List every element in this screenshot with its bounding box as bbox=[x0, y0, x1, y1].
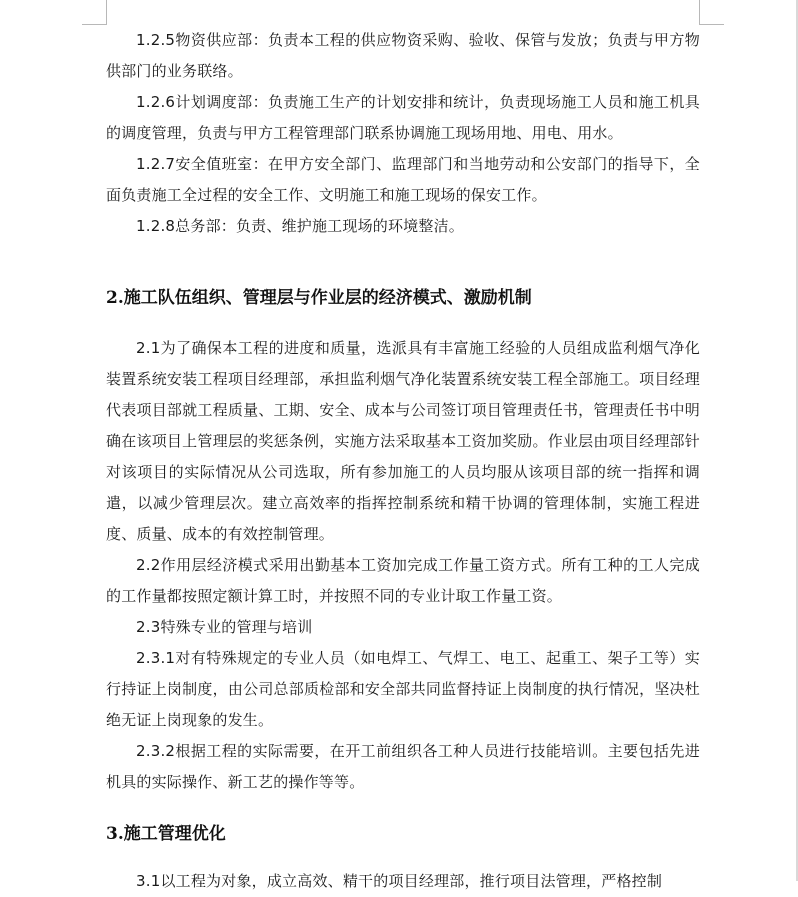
paragraph-2-2: 2.2作用层经济模式采用出勤基本工资加完成工作量工资方式。所有工种的工人完成的工作量都按照定额计算工时，并按照不同的专业计取工作量工资。 bbox=[106, 556, 700, 605]
paragraph-1-2-7: 1.2.7安全值班室：在甲方安全部门、监理部门和当地劳动和公安部门的指导下，全面负责施工全过程的安全工作、文明施工和施工现场的保安工作。 bbox=[106, 155, 700, 204]
paragraph-2-1: 2.1为了确保本工程的进度和质量，选派具有丰富施工经验的人员组成监利烟气净化装置系统安装工程项目经理部，承担监利烟气净化装置系统安装工程全部施工。项目经理代表项目部就工程质量、工期、安全、成本与公司签订项目管理责任书，管理责任书中明确在该项目上管理层的奖惩条例，实施方法采取基本工资加奖励。作业层由项目经理部针对该项目的实际情况从公司选取，所有参加施工的人员均服从该项目部的统一指挥和调遣，以减少管理层次。建立高效率的指挥控制系统和精干协调的管理体制，实施工程进度、质量、成本的有效控制管理。 bbox=[106, 339, 700, 543]
section-1-2-block bbox=[106, 25, 700, 242]
paragraph-2-3-2: 2.3.2根据工程的实际需要，在开工前组织各工种人员进行技能培训。主要包括先进机具的实际操作、新工艺的操作等等。 bbox=[106, 742, 700, 791]
paragraph-2-3: 2.3特殊专业的管理与培训 bbox=[136, 618, 313, 636]
paragraph-2-3-1: 2.3.1对有特殊规定的专业人员（如电焊工、气焊工、电工、起重工、架子工等）实行持证上岗制度，由公司总部质检部和安全部共同监督持证上岗制度的执行情况，坚决杜绝无证上岗现象的发生。 bbox=[106, 649, 700, 729]
crop-mark-top-left-horizontal bbox=[82, 24, 107, 25]
section-2-heading-block bbox=[106, 286, 700, 310]
paragraph-3-1: 3.1以工程为对象，成立高效、精干的项目经理部，推行项目法管理，严格控制 bbox=[136, 872, 663, 890]
paragraph-1-2-8: 1.2.8总务部：负责、维护施工现场的环境整洁。 bbox=[136, 217, 464, 235]
section-3-heading: 3.施工管理优化 bbox=[106, 824, 226, 844]
paragraph-1-2-6: 1.2.6计划调度部：负责施工生产的计划安排和统计，负责现场施工人员和施工机具的调度管理，负责与甲方工程管理部门联系协调施工现场用地、用电、用水。 bbox=[106, 93, 700, 142]
section-2-body-block bbox=[106, 333, 700, 798]
section-2-heading: 2.施工队伍组织、管理层与作业层的经济模式、激励机制 bbox=[106, 288, 532, 308]
section-3-heading-block bbox=[106, 822, 700, 846]
paragraph-1-2-5: 1.2.5物资供应部：负责本工程的供应物资采购、验收、保管与发放；负责与甲方物供部门的业务联络。 bbox=[106, 31, 700, 80]
crop-mark-top-right-horizontal bbox=[699, 24, 724, 25]
crop-mark-top-left-vertical bbox=[106, 0, 107, 24]
section-3-body-block bbox=[106, 866, 700, 897]
crop-mark-top-right-vertical bbox=[699, 0, 700, 24]
